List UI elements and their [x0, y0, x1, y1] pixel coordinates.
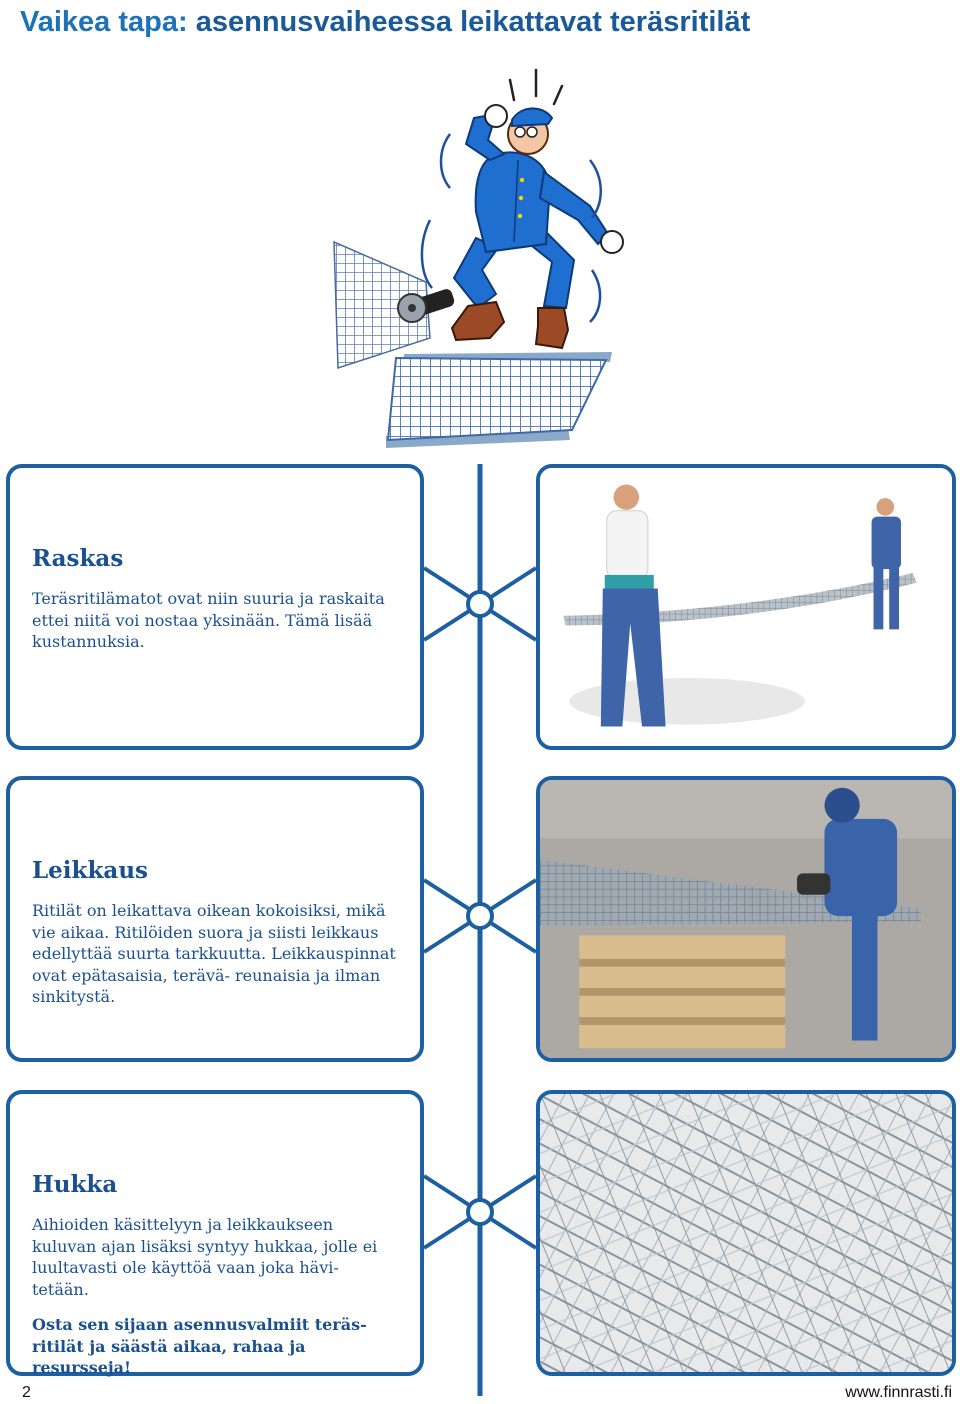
photo-grating-closeup-illustration [540, 1094, 952, 1372]
section-leikkaus-body: Ritilät on leikattava oikean kokoisiksi, mikä vie aikaa. Ritilöiden suora ja siisti leikkaus edellyttää suurta tarkkuutta. Leikkauspinnat ovat epätasaisia, terävä- reunaisia ja ilman sinkitystä. [32, 901, 396, 1006]
footer-url[interactable]: www.finnrasti.fi [845, 1384, 952, 1401]
cartoon-worker-cutting-illustration [300, 56, 660, 452]
page-title [20, 2, 750, 42]
section-hukka-heading: Hukka [32, 1171, 118, 1198]
section-hukka-cta: Osta sen sijaan asennusvalmiit teräs- ritilät ja säästä aikaa, rahaa ja resursseja! [32, 1315, 367, 1377]
section-leikkaus-card [6, 776, 424, 1062]
section-raskas-card [6, 464, 424, 750]
section-raskas-heading: Raskas [32, 545, 124, 572]
photo-two-workers-carrying-grating [536, 464, 956, 750]
title-accent: Vaikea tapa: [20, 6, 188, 38]
photo-cutting-illustration [540, 780, 952, 1058]
photo-grating-closeup [536, 1090, 956, 1376]
page-number: 2 [22, 1384, 31, 1401]
section-leikkaus-heading: Leikkaus [32, 857, 148, 884]
title-main: asennusvaiheessa leikattavat teräsritilät [195, 6, 751, 38]
section-raskas-body: Teräsritilämatot ovat niin suuria ja raskaita ettei niitä voi nostaa yksinään. Tämä lisää kustannuksia. [32, 589, 385, 651]
photo-two-workers-illustration [540, 468, 952, 746]
section-hukka-card [6, 1090, 424, 1376]
section-hukka-body: Aihioiden käsittelyyn ja leikkaukseen kuluvan ajan lisäksi syntyy hukkaa, jolle ei luultavasti ole käyttöä vaan joka hävi- tetään. [32, 1215, 378, 1299]
photo-worker-cutting-grating [536, 776, 956, 1062]
